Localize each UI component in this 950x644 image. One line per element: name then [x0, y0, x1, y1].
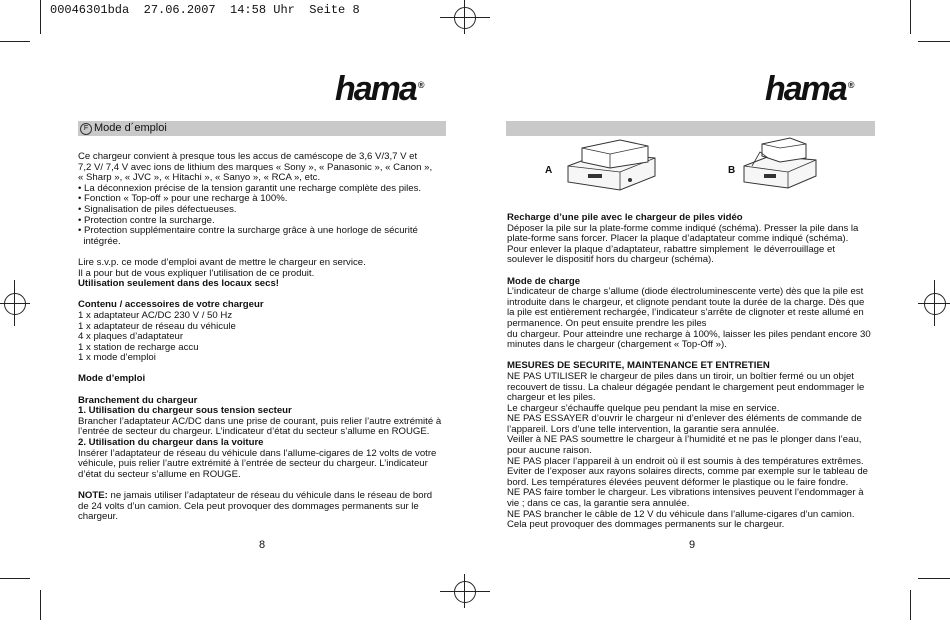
text-line: Brancher l’adaptateur AC/DC dans une prise de courant, puis relier l’autre extrémité à: [78, 415, 442, 427]
intro-paragraph: [78, 152, 450, 247]
text-line: Le chargeur s’échauffe quelque peu pendant la mise en service.: [507, 402, 780, 414]
trim-mark: [40, 590, 41, 620]
text-line: NE PAS brancher le câble de 12 V du véhicule dans l’allume-cigares d’un camion.: [507, 508, 855, 520]
trim-mark: [0, 578, 30, 579]
note-text: de 24 volts d’un camion. Cela peut provoquer des dommages permanents sur le: [78, 500, 419, 512]
trim-mark: [910, 0, 911, 34]
text-line: • Protection supplémentaire contre la surcharge grâce à une horloge de sécurité: [78, 225, 418, 237]
text-line: Veiller à NE PAS soumettre le chargeur à l’humidité et ne pas le plonger dans l’eau,: [507, 434, 862, 446]
text-line: introduite dans le chargeur, et clignote pendant toute la durée de la charge. Dès que: [507, 296, 865, 308]
hama-logo-right: [765, 70, 854, 109]
text-line: soulever le dispositif hors du chargeur (schéma).: [507, 254, 714, 266]
page-number-right: 9: [689, 539, 696, 551]
text-line: véhicule, puis relier l’autre extrémité à l’entrée de secteur du chargeur. L’indicateur: [78, 458, 428, 470]
mode-heading: Mode d’emploi: [78, 373, 146, 385]
charger-illustration-a: [560, 136, 660, 192]
recharge-text: [507, 224, 879, 266]
text-line: 1 x adaptateur de réseau du véhicule: [78, 320, 236, 332]
text-line: NE PAS faire tomber le chargeur. Les vibrations intensives peuvent l’endommager à: [507, 487, 864, 499]
language-badge: F: [80, 123, 92, 135]
text-line: Ce chargeur convient à presque tous les accus de caméscope de 3,6 V/3,7 V et: [78, 151, 418, 162]
logo-text: hama: [335, 70, 416, 108]
text-line: Déposer la pile sur la plate-forme comme indiqué (schéma). Presser la pile dans la: [507, 222, 859, 234]
charger-illustration-b: [740, 136, 820, 192]
registration-mark-bottom: [440, 574, 490, 608]
text-line: du chargeur. Pour atteindre une recharge à 100%, laisser les piles pendant encore 30: [507, 328, 871, 340]
trim-mark: [918, 578, 950, 579]
text-line: bord. Les températures élevées peuvent déformer le plastique ou le faire fondre.: [507, 476, 849, 488]
text-line: 4 x plaques d’adaptateur: [78, 331, 184, 343]
logo-text: hama: [765, 70, 846, 108]
text-line: • Fonction « Top-off » pour une recharge à 100%.: [78, 193, 288, 205]
registered-mark: ®: [417, 80, 425, 90]
note-label: NOTE:: [78, 490, 108, 501]
page-number-left: 8: [259, 539, 266, 551]
trim-mark: [910, 590, 911, 620]
trim-mark: [918, 41, 950, 42]
figure-label-a: A: [545, 165, 553, 176]
recharge-heading: Recharge d’une pile avec le chargeur de piles vidéo: [507, 212, 743, 223]
dry-location-warning: Utilisation seulement dans des locaux secs!: [78, 278, 280, 290]
charge-mode-heading: Mode de charge: [507, 275, 581, 287]
text-line: minutes dans le chargeur (chargement « Top-Off »).: [507, 339, 727, 351]
text-line: NE PAS placer l’appareil à un endroit où il est soumis à des températures extrêmes.: [507, 455, 864, 467]
hama-logo-left: [335, 70, 424, 109]
left-page-content: [78, 152, 450, 523]
registration-mark-right: [918, 280, 950, 326]
text-line: 1 x station de recharge accu: [78, 341, 199, 353]
text-line: Cela peut provoquer des dommages permanents sur le chargeur.: [507, 519, 785, 531]
section-header-bar-right: [506, 121, 875, 136]
text-line: NE PAS ESSAYER d’ouvrir le chargeur ni d’enlever des éléments de commande de: [507, 413, 862, 425]
text-line: 1 x mode d’emploi: [78, 352, 156, 364]
safety-heading: MESURES DE SECURITE, MAINTENANCE ET ENTRETIEN: [507, 360, 770, 372]
step2-text: [78, 449, 450, 481]
trim-mark: [40, 0, 41, 34]
text-line: • Protection contre la surcharge.: [78, 214, 215, 226]
text-line: vie ; dans ce cas, la garantie sera annulée.: [507, 498, 690, 510]
text-line: NE PAS UTILISER le chargeur de piles dans un tiroir, un boîtier fermé ou un objet: [507, 370, 854, 382]
text-line: pour aucune raison.: [507, 445, 592, 457]
read-instructions: [78, 258, 450, 279]
connection-heading: Branchement du chargeur: [78, 394, 198, 406]
right-page-content: [507, 213, 879, 531]
step1-heading: 1. Utilisation du chargeur sous tension secteur: [78, 405, 292, 417]
text-line: l’entrée de secteur du chargeur. L’indicateur d’état du secteur s’allume en ROUGE.: [78, 426, 430, 438]
text-line: la pile est entièrement rechargée, l’indicateur s’arrête de clignoter et reste allumé en: [507, 307, 864, 319]
text-line: • La déconnexion précise de la tension garantit une recharge complète des piles.: [78, 182, 422, 194]
text-line: d’état du secteur s’allume en ROUGE.: [78, 468, 241, 480]
registration-mark-left: [0, 280, 30, 326]
safety-text: [507, 372, 879, 531]
note-text: ne jamais utiliser l’adaptateur de réseau du véhicule dans le réseau de bord: [107, 490, 433, 501]
step2-heading: 2. Utilisation du chargeur dans la voiture: [78, 437, 264, 449]
text-line: Eviter de l’exposer aux rayons solaires directs, comme par exemple sur le tableau de: [507, 466, 869, 478]
charge-mode-text: [507, 287, 879, 351]
figure-label-b: B: [728, 165, 736, 176]
text-line: 7,2 V/ 7,4 V avec ions de lithium des marques « Sony », « Panasonic », « Canon »,: [78, 161, 433, 173]
text-line: Il a pour but de vous expliquer l’utilisation de ce produit.: [78, 267, 315, 279]
section-header-bar: [78, 121, 446, 136]
text-line: recouvert de tissu. La chaleur dégagée pendant le chargement peut endommager le: [507, 381, 865, 393]
print-header: 00046301bda 27.06.2007 14:58 Uhr Seite 8: [50, 3, 360, 17]
registered-mark: ®: [847, 80, 855, 90]
registration-mark-top: [440, 0, 490, 34]
text-line: intégrée.: [78, 235, 121, 247]
text-line: permanence. On peut ensuite prendre les piles: [507, 317, 707, 329]
text-line: 1 x adaptateur AC/DC 230 V / 50 Hz: [78, 309, 233, 321]
text-line: « Sharp », « JVC », « Hitachi », « Sanyo », « RCA », etc.: [78, 172, 321, 184]
text-line: Pour enlever la plaque d’adaptateur, rabattre simplement le déverrouillage et: [507, 243, 835, 255]
note-text: chargeur.: [78, 511, 119, 523]
note-paragraph: [78, 491, 450, 523]
section-title: Mode d´emploi: [94, 122, 167, 134]
text-line: Insérer l’adaptateur de réseau du véhicule dans l’allume-cigares de 12 volts de votre: [78, 447, 437, 459]
text-line: plate-forme sans forcer. Placer la plaque d’adaptateur comme indiqué (schéma).: [507, 233, 849, 245]
contents-heading: Contenu / accessoires de votre chargeur: [78, 299, 264, 311]
text-line: l’appareil. Lors d’une telle intervention, la garantie sera annulée.: [507, 423, 779, 435]
text-line: [78, 512, 450, 523]
text-line: [78, 502, 450, 513]
text-line: chargeur et les piles.: [507, 392, 596, 404]
trim-mark: [0, 41, 30, 42]
text-line: Lire s.v.p. ce mode d’emploi avant de mettre le chargeur en service.: [78, 256, 366, 268]
text-line: L’indicateur de charge s’allume (diode électroluminescente verte) dès que la pile est: [507, 286, 864, 298]
step1-text: [78, 417, 450, 438]
contents-list: [78, 311, 450, 364]
text-line: • Signalisation de piles défectueuses.: [78, 203, 237, 215]
